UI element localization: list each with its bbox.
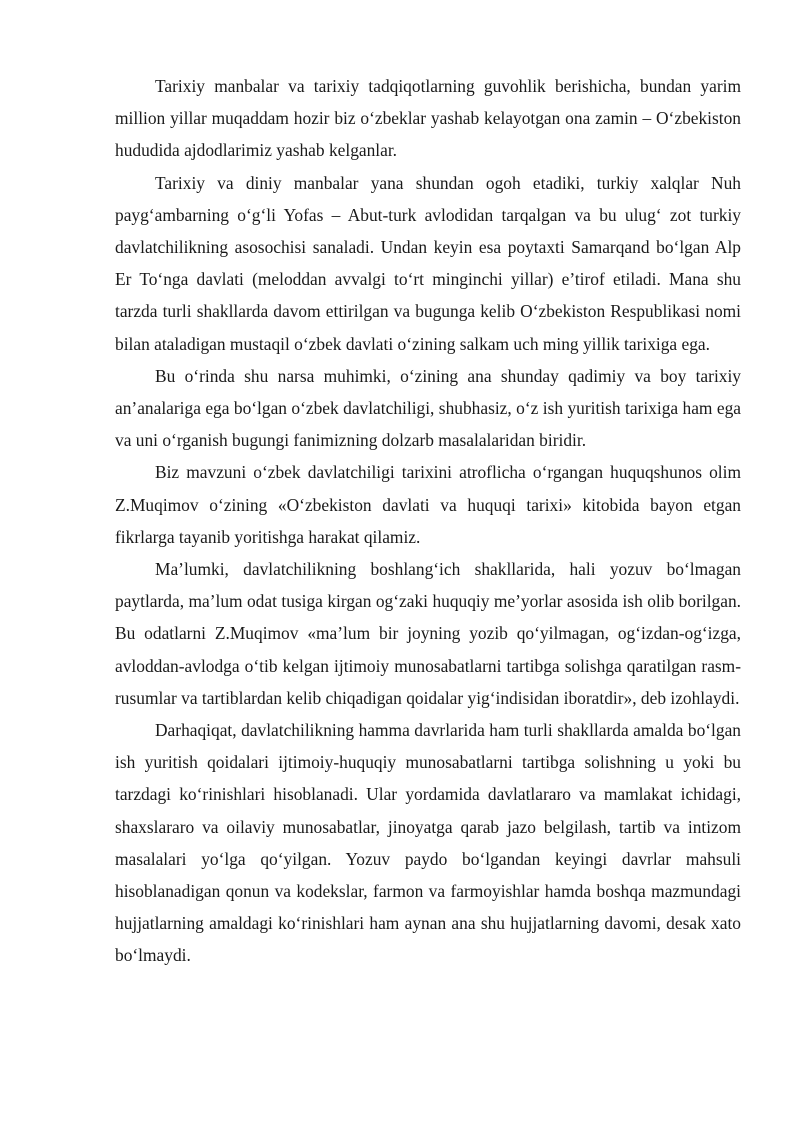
paragraph-1: Tarixiy manbalar va tarixiy tadqiqotlarning guvohlik berishicha, bundan yarim million yillar muqaddam hozir biz o‘zbeklar yashab kelayotgan ona zamin – O‘zbekiston hududida ajdodlarimiz yashab kelganlar. bbox=[115, 76, 741, 161]
paragraph-2: Tarixiy va diniy manbalar yana shundan ogoh etadiki, turkiy xalqlar Nuh payg‘ambarning o‘g‘li Yofas – Abut-turk avlodidan tarqalgan va bu ulug‘ zot turkiy davlatchilikning asosochisi sanaladi. Undan keyin esa poytaxti Samarqand bo‘lgan Alp Er To‘nga davlati (meloddan avvalgi to‘rt minginchi yillar) e’tirof etiladi. Mana shu tarzda turli shakllarda davom ettirilgan va bugunga kelib O‘zbekiston Respublikasi nomi bilan ataladigan mustaqil o‘zbek davlati o‘zining salkam uch ming yillik tarixiga ega. bbox=[115, 172, 741, 354]
document-page bbox=[115, 70, 741, 972]
paragraph-6: Darhaqiqat, davlatchilikning hamma davrlarida ham turli shakllarda amalda bo‘lgan ish yuritish qoidalari ijtimoiy-huquqiy munosabatlarni tartibga solishning u yoki bu tarzdagi ko‘rinishlari hisoblanadi. Ular yordamida davlatlararo va mamlakat ichidagi, shaxslararo va oilaviy munosabatlar, jinoyatga qarab jazo belgilash, tartib va intizom masalalari yo‘lga qo‘yilgan. Yozuv paydo bo‘lgandan keyingi davrlar mahsuli hisoblanadigan qonun va kodekslar, farmon va farmoyishlar hamda boshqa mazmundagi hujjatlarning amaldagi ko‘rinishlari ham aynan ana shu hujjatlarning davomi, desak xato bo‘lmaydi. bbox=[115, 720, 741, 966]
paragraph-4: Biz mavzuni o‘zbek davlatchiligi tarixini atroflicha o‘rgangan huquqshunos olim Z.Muqimov o‘zining «O‘zbekiston davlati va huquqi tarixi» kitobida bayon etgan fikrlarga tayanib yoritishga harakat qilamiz. bbox=[115, 462, 741, 547]
paragraph-5: Ma’lumki, davlatchilikning boshlang‘ich shakllarida, hali yozuv bo‘lmagan paytlarda, ma’lum odat tusiga kirgan og‘zaki huquqiy me’yorlar asosida ish olib borilgan. Bu odatlarni Z.Muqimov «ma’lum bir joyning yozib qo‘yilmagan, og‘izdan-og‘izga, avloddan-avlodga o‘tib kelgan ijtimoiy munosabatlarni tartibga solishga qaratilgan rasm-rusumlar va tartiblardan kelib chiqadigan qoidalar yig‘indisidan iboratdir», deb izohlaydi. bbox=[115, 559, 741, 708]
paragraph-3: Bu o‘rinda shu narsa muhimki, o‘zining ana shunday qadimiy va boy tarixiy an’analariga ega bo‘lgan o‘zbek davlatchiligi, shubhasiz, o‘z ish yuritish tarixiga ham ega va uni o‘rganish bugungi fanimizning dolzarb masalalaridan biridir. bbox=[115, 365, 741, 451]
